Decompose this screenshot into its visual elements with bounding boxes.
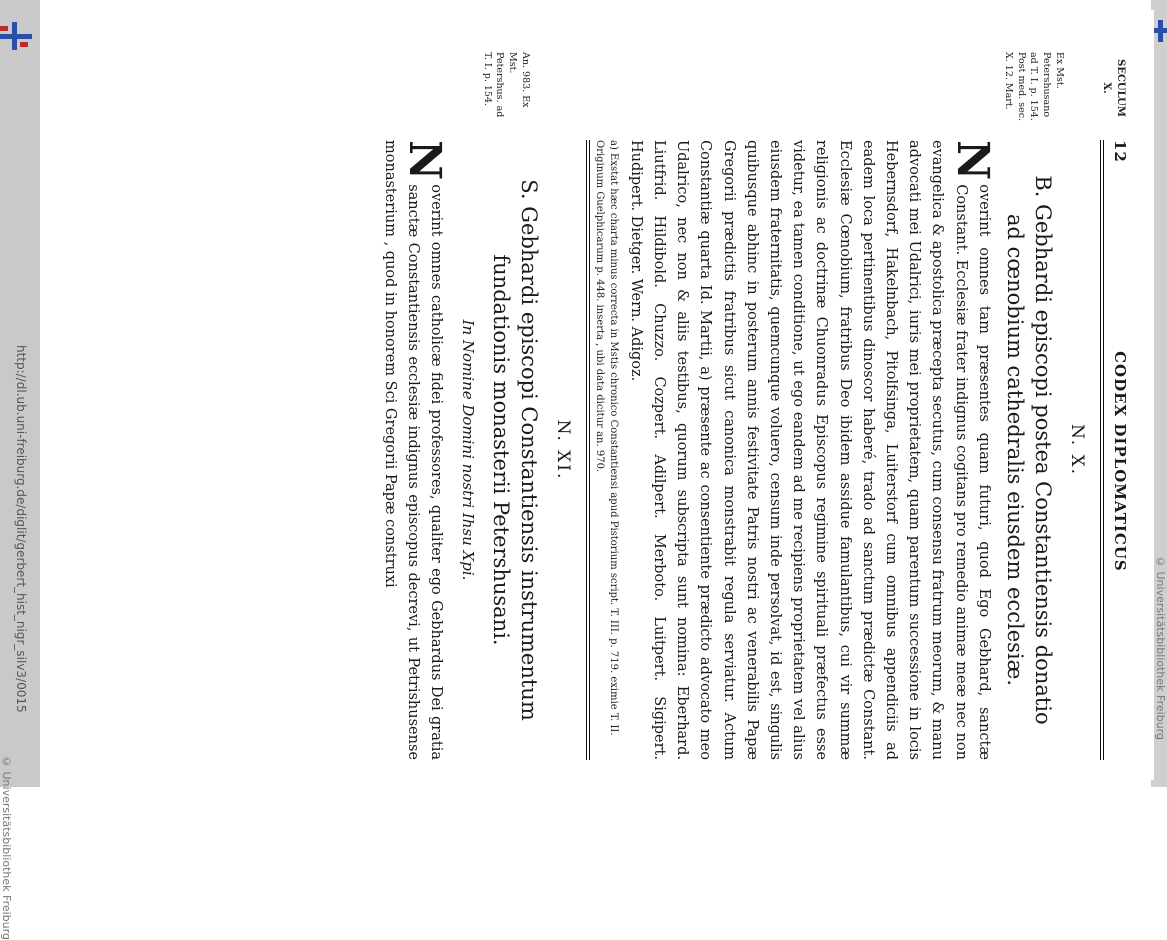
page-header bbox=[1108, 140, 1131, 760]
margin-source-xi: An. 983. Ex Mst. Petershus. ad T. I. p. 154. bbox=[481, 52, 531, 118]
section-body-xi: overint omnes catholicæ fidei professores, qualiter ego Gebhardus Dei gratia sanctæ Constantiensis ecclesiæ indignus episcopus decrevi, ut Petrishusense monasterium , quod in honorem Sci Gregorii Papæ construxi bbox=[382, 140, 445, 760]
running-head: CODEX DIPLOMATICUS bbox=[1111, 351, 1129, 572]
header-rule bbox=[1100, 140, 1104, 760]
section-number-x: N. X. bbox=[1066, 423, 1087, 477]
library-logo-icon bbox=[0, 22, 32, 50]
section-title-x-line2: ad cœnobium cathedralis eiusdem ecclesiæ. bbox=[1003, 213, 1028, 687]
section-title-xi bbox=[487, 140, 544, 760]
scanned-page bbox=[46, 10, 1154, 780]
rotated-page-content bbox=[251, 52, 1131, 760]
section-title-x-line1: B. Gebhardi episcopi postea Constantiensis donatio bbox=[1031, 175, 1056, 725]
library-logo-icon-right bbox=[1153, 20, 1167, 42]
section-divider bbox=[586, 140, 590, 760]
copyright-right: © Universitätsbibliothek Freiburg bbox=[1154, 555, 1167, 740]
section-text-xi bbox=[378, 140, 451, 760]
section-title-xi-line1: S. Gebhardi episcopi Constantiensis instrumentum bbox=[517, 179, 542, 721]
document-url[interactable]: http://dl.ub.uni-freiburg.de/diglit/gerbert_hist_nigr_silv3/0015 bbox=[14, 345, 28, 713]
viewer-left-margin bbox=[0, 0, 40, 940]
dropcap-x: N bbox=[946, 140, 998, 181]
section-title-xi-line2: fundationis monasterii Petershusani. bbox=[489, 254, 514, 646]
dropcap-xi: N bbox=[399, 140, 451, 181]
section-number-xi: N. XI. bbox=[552, 419, 573, 481]
margin-seculum: SECULUM X. bbox=[1101, 59, 1126, 117]
page-number: 12 bbox=[1111, 140, 1129, 163]
section-text-x bbox=[624, 140, 998, 760]
margin-source-x: Ex Mst. Petershusano ad T. I. p. 154. Post med. sec. X. 12. Mart. bbox=[1002, 52, 1065, 122]
section-body-x: overint omnes tam præsentes quam futuri, quod Ego Gebhard, sanctæ Constant. Ecclesiæ frater indignus cogitans pro remedio animæ meæ nec non evangelica & apostolica præcepta secutus, cum consensu fratrum meorum, & manu advocati mei Udalrici, iuris mei proprietatem, quam parentum successione in locis Hebernsdorf, Hakelnbach, Pitolfsinga, Luiterstorf cum omnibus appendiciis ad eadem loca pertinentibus dinoscor haberé, trado ad sanctum prædictæ Constant. Ecclesiæ Cœnobium, fratribus Deo ibidem assidue famulantibus, cui vir summæ religionis ac doctrinæ Chuonradus Episcopus regimine spirituali præfectus esse videtur, ea tamen conditione, ut ego eandem ad me recipiens proprietatem vel alius eiusdem fraternitatis, quemcunque voluero, censum inde persolvat, id est, singulis quibusque abhinc in posterum annis festivitate Patris nostri ac venerabilis Papæ Gregorii prædictis fratribus sicut canonica monstrabit regula serviatur. Actum Constantiæ quarta Id. Martii, a) præsente ac consentiente prædicto advocato meo Udalrico, nec non & aliis testibus, quorum subscripta sunt nomina: Eberhard. Liutfrid. Hildibold. Chuzzo. Cozpert. Adilpert. Merboto. Luitpert. Sigipert. Hudipert. Dietger. Wern. Adigoz. bbox=[627, 140, 992, 760]
invocation: In Nomine Domini nostri Ihsu Xpi. bbox=[458, 319, 477, 581]
copyright-left: © Universitätsbibliothek Freiburg bbox=[0, 755, 13, 940]
section-title-x bbox=[1001, 140, 1058, 760]
footnote-x: a) Exstat hæc charta minus correcta in Mstis chronico Constantiensi apud Pistorium script. T. III. p. 719. eximie T. II. Originum Guelphicarum p. 448. inserta , ubi data dicitur an. 970. bbox=[593, 140, 619, 736]
